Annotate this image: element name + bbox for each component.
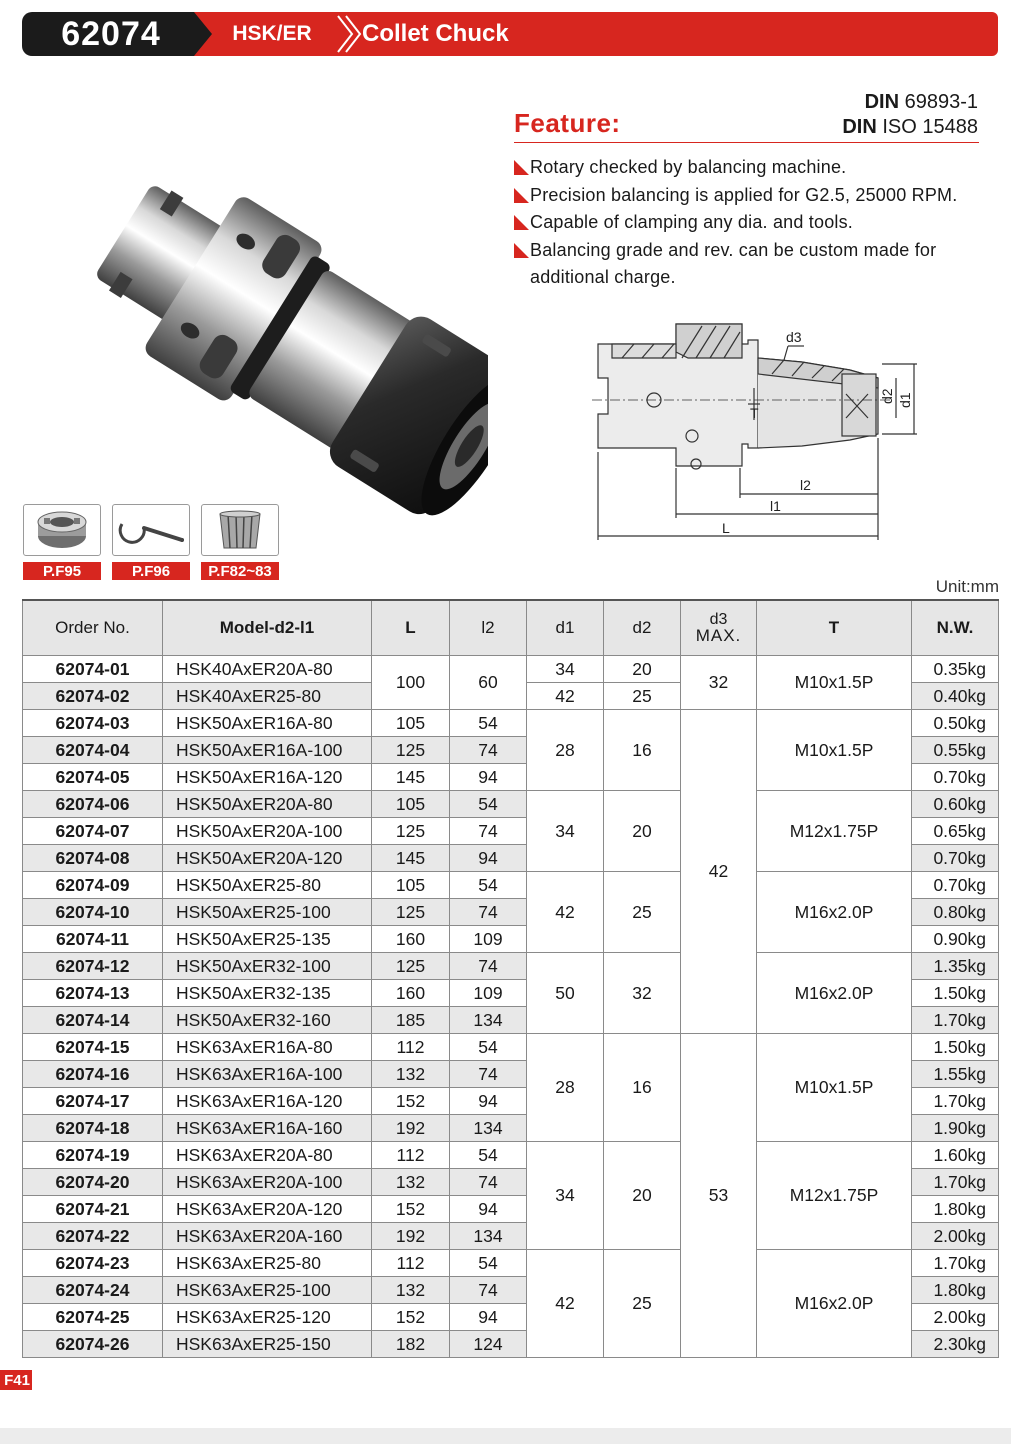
accessory-collet[interactable] [201, 504, 279, 580]
cell-order: 62074-10 [23, 899, 163, 926]
cell-t: M16x2.0P [757, 953, 912, 1034]
cell-model: HSK63AxER25-150 [163, 1331, 372, 1358]
lock-nut-icon [23, 504, 101, 556]
col-order-no: Order No. [23, 600, 163, 656]
cell-t: M16x2.0P [757, 1250, 912, 1358]
table-row [23, 656, 999, 683]
cell-d1: 42 [527, 1250, 604, 1358]
cell-l: 105 [372, 791, 450, 818]
cell-model: HSK63AxER25-80 [163, 1250, 372, 1277]
cell-order: 62074-04 [23, 737, 163, 764]
feature-item: Rotary checked by balancing machine. [514, 154, 1011, 182]
cell-d2: 16 [604, 710, 681, 791]
cell-model: HSK63AxER20A-100 [163, 1169, 372, 1196]
dim-d1: d1 [897, 392, 913, 408]
cell-model: HSK50AxER25-80 [163, 872, 372, 899]
footer-band [0, 1428, 1011, 1444]
cell-order: 62074-14 [23, 1007, 163, 1034]
cell-nw: 1.55kg [912, 1061, 999, 1088]
cell-nw: 0.50kg [912, 710, 999, 737]
cell-l2: 94 [450, 845, 527, 872]
cell-l2: 54 [450, 1034, 527, 1061]
cell-model: HSK50AxER20A-80 [163, 791, 372, 818]
cell-l: 145 [372, 764, 450, 791]
cell-nw: 0.55kg [912, 737, 999, 764]
spec-table [22, 599, 999, 1358]
accessory-spanner[interactable] [112, 504, 190, 580]
cell-l2: 134 [450, 1223, 527, 1250]
cell-nw: 1.50kg [912, 980, 999, 1007]
cell-l: 182 [372, 1331, 450, 1358]
cell-l2: 54 [450, 791, 527, 818]
cell-nw: 0.65kg [912, 818, 999, 845]
cell-nw: 1.50kg [912, 1034, 999, 1061]
cell-l: 192 [372, 1115, 450, 1142]
cell-nw: 0.90kg [912, 926, 999, 953]
cell-model: HSK40AxER25-80 [163, 683, 372, 710]
product-code: 62074 [61, 14, 161, 53]
table-row [23, 872, 999, 899]
cell-model: HSK50AxER16A-80 [163, 710, 372, 737]
cell-nw: 1.70kg [912, 1169, 999, 1196]
din-line: DIN ISO 15488 [842, 116, 978, 138]
cell-model: HSK50AxER32-100 [163, 953, 372, 980]
cell-t: M12x1.75P [757, 1142, 912, 1250]
dim-T: T [750, 405, 759, 421]
cell-l2: 109 [450, 926, 527, 953]
cell-nw: 1.35kg [912, 953, 999, 980]
dim-L: L [722, 520, 730, 536]
technical-drawing [592, 318, 922, 544]
cell-order: 62074-21 [23, 1196, 163, 1223]
cell-model: HSK50AxER25-135 [163, 926, 372, 953]
dim-d3: d3 [786, 329, 802, 345]
cell-l: 100 [372, 656, 450, 710]
cell-l: 112 [372, 1250, 450, 1277]
cell-l: 132 [372, 1061, 450, 1088]
cell-model: HSK63AxER20A-160 [163, 1223, 372, 1250]
cell-d3: 53 [681, 1034, 757, 1358]
cell-l: 105 [372, 872, 450, 899]
cell-nw: 0.80kg [912, 899, 999, 926]
cell-l2: 54 [450, 1250, 527, 1277]
col-l2: l2 [450, 600, 527, 656]
din-line: DIN 69893-1 [864, 91, 978, 113]
cell-order: 62074-20 [23, 1169, 163, 1196]
cell-l2: 74 [450, 1169, 527, 1196]
cell-order: 62074-15 [23, 1034, 163, 1061]
cell-nw: 0.60kg [912, 791, 999, 818]
er-collet-icon [201, 504, 279, 556]
cell-d2: 20 [604, 1142, 681, 1250]
cell-model: HSK63AxER16A-120 [163, 1088, 372, 1115]
unit-label: Unit:mm [935, 577, 999, 596]
cell-model: HSK63AxER16A-160 [163, 1115, 372, 1142]
cell-l: 132 [372, 1277, 450, 1304]
cell-l: 132 [372, 1169, 450, 1196]
cell-l2: 54 [450, 872, 527, 899]
feature-item: Capable of clamping any dia. and tools. [514, 209, 1011, 237]
cell-order: 62074-22 [23, 1223, 163, 1250]
cell-order: 62074-17 [23, 1088, 163, 1115]
cell-order: 62074-09 [23, 872, 163, 899]
spanner-wrench-icon [112, 504, 190, 556]
cell-d2: 16 [604, 1034, 681, 1142]
cell-l2: 109 [450, 980, 527, 1007]
cell-order: 62074-02 [23, 683, 163, 710]
cell-nw: 0.35kg [912, 656, 999, 683]
cell-nw: 1.90kg [912, 1115, 999, 1142]
feature-divider [514, 142, 979, 143]
cell-l2: 54 [450, 710, 527, 737]
table-row [23, 710, 999, 737]
cell-d2: 32 [604, 953, 681, 1034]
cell-l: 185 [372, 1007, 450, 1034]
feature-item: Precision balancing is applied for G2.5, 25000 RPM. [514, 182, 1011, 210]
cell-l2: 74 [450, 1277, 527, 1304]
cell-order: 62074-08 [23, 845, 163, 872]
cell-l: 152 [372, 1304, 450, 1331]
cell-model: HSK63AxER16A-100 [163, 1061, 372, 1088]
cell-nw: 1.80kg [912, 1277, 999, 1304]
accessory-label: P.F95 [23, 562, 101, 580]
cell-d1: 42 [527, 872, 604, 953]
cell-l: 125 [372, 953, 450, 980]
cell-l: 152 [372, 1088, 450, 1115]
cell-nw: 1.70kg [912, 1250, 999, 1277]
col-L: L [372, 600, 450, 656]
cell-model: HSK63AxER20A-120 [163, 1196, 372, 1223]
cell-order: 62074-24 [23, 1277, 163, 1304]
cell-order: 62074-01 [23, 656, 163, 683]
col-model: Model-d2-l1 [163, 600, 372, 656]
cell-l: 160 [372, 980, 450, 1007]
cell-order: 62074-16 [23, 1061, 163, 1088]
dim-l1: l1 [770, 498, 781, 514]
accessory-label: P.F96 [112, 562, 190, 580]
cell-d2: 25 [604, 872, 681, 953]
cell-nw: 0.70kg [912, 845, 999, 872]
product-photo [48, 118, 488, 558]
cell-d2: 25 [604, 683, 681, 710]
cell-l: 145 [372, 845, 450, 872]
cell-order: 62074-13 [23, 980, 163, 1007]
table-header-row [23, 600, 999, 656]
cell-l2: 94 [450, 1304, 527, 1331]
col-nw: N.W. [912, 600, 999, 656]
cell-nw: 1.80kg [912, 1196, 999, 1223]
product-type: HSK/ER [232, 22, 312, 45]
col-d3-max: d3 MAX. [681, 600, 757, 656]
cell-l: 125 [372, 818, 450, 845]
table-row [23, 1250, 999, 1277]
cell-l: 125 [372, 737, 450, 764]
feature-item: Balancing grade and rev. can be custom made for additional charge. [514, 237, 1000, 292]
cell-order: 62074-11 [23, 926, 163, 953]
cell-model: HSK50AxER20A-100 [163, 818, 372, 845]
cell-nw: 2.00kg [912, 1223, 999, 1250]
cell-l2: 134 [450, 1007, 527, 1034]
cell-model: HSK50AxER32-135 [163, 980, 372, 1007]
cell-order: 62074-03 [23, 710, 163, 737]
cell-model: HSK40AxER20A-80 [163, 656, 372, 683]
cell-model: HSK50AxER25-100 [163, 899, 372, 926]
cell-nw: 2.00kg [912, 1304, 999, 1331]
title-banner [22, 12, 998, 56]
cell-d2: 25 [604, 1250, 681, 1358]
cell-t: M12x1.75P [757, 791, 912, 872]
cell-l2: 74 [450, 818, 527, 845]
cell-order: 62074-19 [23, 1142, 163, 1169]
cell-model: HSK50AxER16A-100 [163, 737, 372, 764]
dim-d2: d2 [879, 388, 895, 404]
cell-t: M10x1.5P [757, 710, 912, 791]
cell-nw: 0.40kg [912, 683, 999, 710]
cell-order: 62074-23 [23, 1250, 163, 1277]
cell-d1: 28 [527, 710, 604, 791]
cell-model: HSK63AxER25-120 [163, 1304, 372, 1331]
cell-model: HSK50AxER32-160 [163, 1007, 372, 1034]
cell-order: 62074-18 [23, 1115, 163, 1142]
cell-nw: 0.70kg [912, 872, 999, 899]
cell-order: 62074-26 [23, 1331, 163, 1358]
bullet-triangle-icon [514, 215, 529, 230]
cell-l: 160 [372, 926, 450, 953]
cell-nw: 0.70kg [912, 764, 999, 791]
col-d1: d1 [527, 600, 604, 656]
accessory-label: P.F82~83 [201, 562, 279, 580]
dim-l2: l2 [800, 477, 811, 493]
accessory-lock-nut[interactable] [23, 504, 101, 580]
cell-l: 192 [372, 1223, 450, 1250]
table-row [23, 1034, 999, 1061]
cell-l2: 74 [450, 1061, 527, 1088]
cell-l: 125 [372, 899, 450, 926]
table-row [23, 1142, 999, 1169]
cell-nw: 1.60kg [912, 1142, 999, 1169]
cell-order: 62074-05 [23, 764, 163, 791]
cell-l2: 74 [450, 899, 527, 926]
cell-l2: 94 [450, 1088, 527, 1115]
cell-order: 62074-07 [23, 818, 163, 845]
cell-nw: 2.30kg [912, 1331, 999, 1358]
cell-order: 62074-06 [23, 791, 163, 818]
cell-l2: 74 [450, 737, 527, 764]
cell-l2: 94 [450, 764, 527, 791]
cell-t: M10x1.5P [757, 1034, 912, 1142]
cell-l2: 94 [450, 1196, 527, 1223]
cell-l: 112 [372, 1142, 450, 1169]
cell-d1: 42 [527, 683, 604, 710]
cell-d3: 42 [681, 710, 757, 1034]
cell-nw: 1.70kg [912, 1007, 999, 1034]
col-T: T [757, 600, 912, 656]
cell-model: HSK63AxER16A-80 [163, 1034, 372, 1061]
cell-l2: 124 [450, 1331, 527, 1358]
page-number: F41 [0, 1370, 32, 1390]
table-row [23, 791, 999, 818]
cell-d1: 34 [527, 1142, 604, 1250]
cell-model: HSK63AxER25-100 [163, 1277, 372, 1304]
product-name: Collet Chuck [362, 20, 509, 47]
cell-order: 62074-25 [23, 1304, 163, 1331]
cell-d3: 32 [681, 656, 757, 710]
cell-model: HSK50AxER16A-120 [163, 764, 372, 791]
col-d2: d2 [604, 600, 681, 656]
cell-nw: 1.70kg [912, 1088, 999, 1115]
cell-t: M16x2.0P [757, 872, 912, 953]
cell-l2: 54 [450, 1142, 527, 1169]
cell-d1: 28 [527, 1034, 604, 1142]
cell-t: M10x1.5P [757, 656, 912, 710]
cell-model: HSK50AxER20A-120 [163, 845, 372, 872]
cell-model: HSK63AxER20A-80 [163, 1142, 372, 1169]
cell-d1: 34 [527, 791, 604, 872]
din-standards [842, 90, 978, 140]
table-row [23, 953, 999, 980]
cell-l: 112 [372, 1034, 450, 1061]
cell-d1: 50 [527, 953, 604, 1034]
cell-l: 105 [372, 710, 450, 737]
bullet-triangle-icon [514, 243, 529, 258]
cell-l2: 74 [450, 953, 527, 980]
feature-title: Feature: [514, 108, 621, 138]
cell-order: 62074-12 [23, 953, 163, 980]
cell-l2: 134 [450, 1115, 527, 1142]
cell-l2: 60 [450, 656, 527, 710]
bullet-triangle-icon [514, 188, 529, 203]
bullet-triangle-icon [514, 160, 529, 175]
cell-d2: 20 [604, 791, 681, 872]
cell-d2: 20 [604, 656, 681, 683]
cell-d1: 34 [527, 656, 604, 683]
feature-list [514, 154, 1011, 292]
cell-l: 152 [372, 1196, 450, 1223]
